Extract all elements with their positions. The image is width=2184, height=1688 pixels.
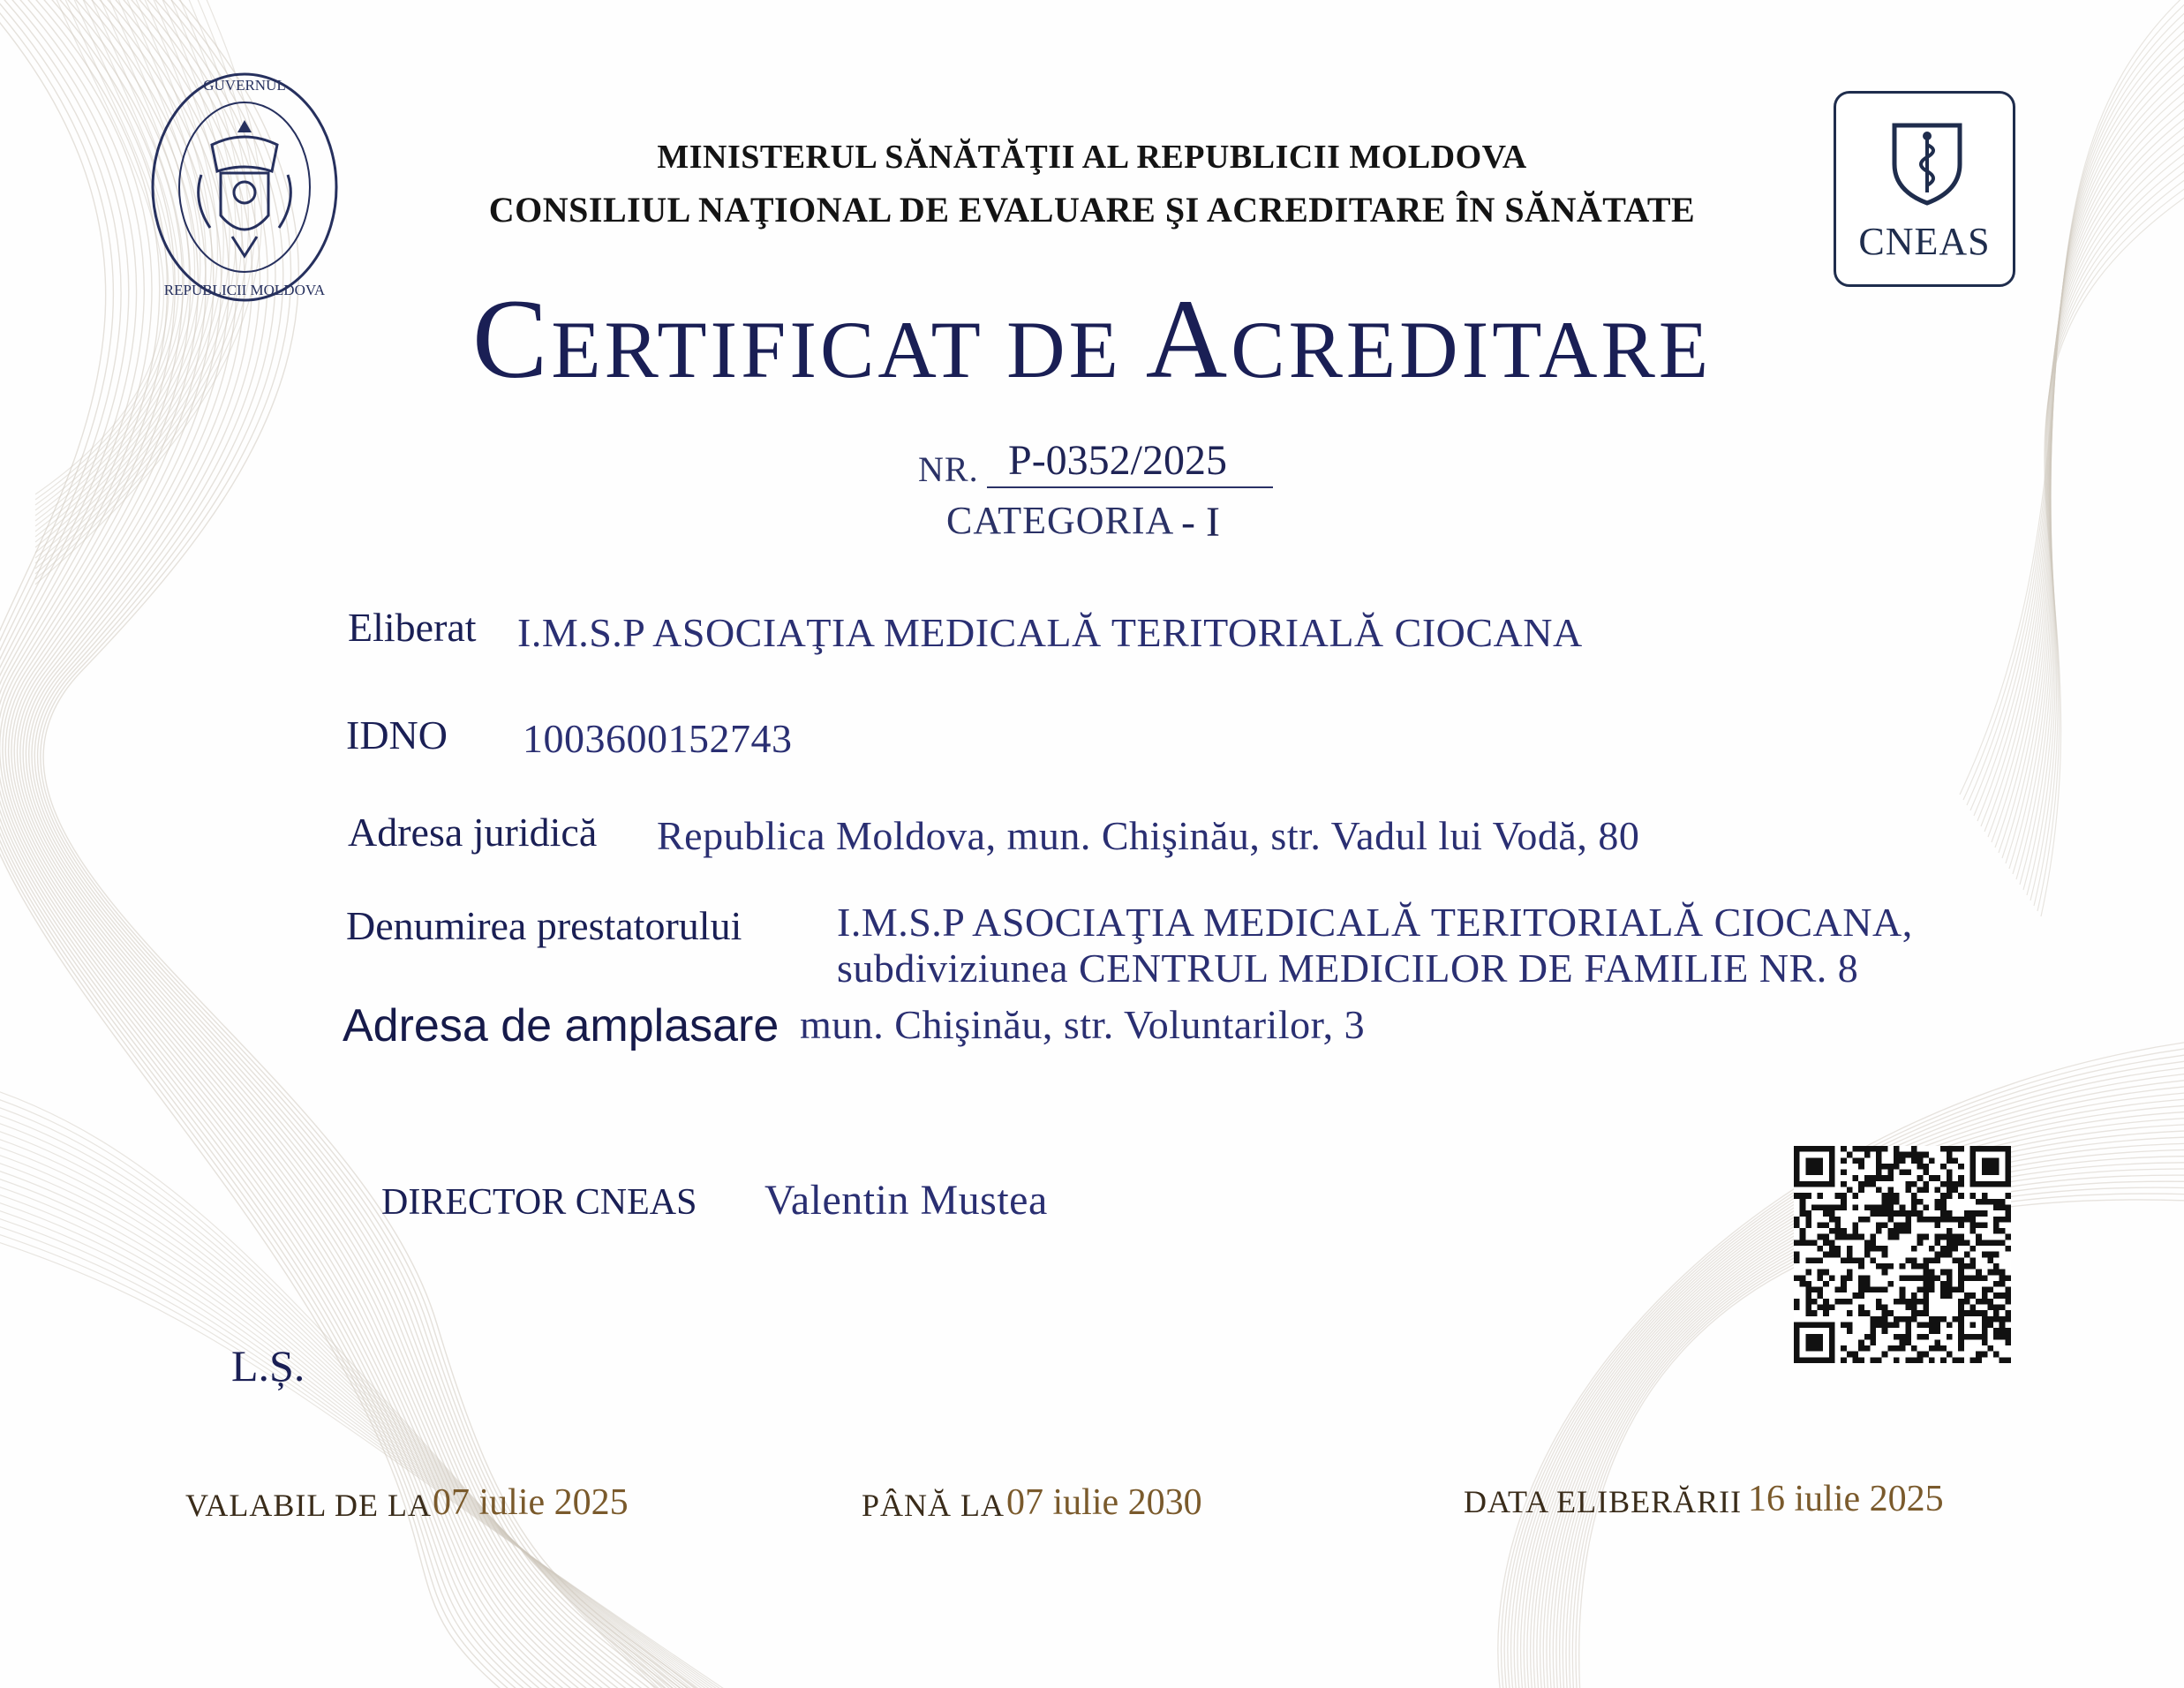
wave-line [0, 1229, 742, 1688]
coat-of-arms-icon [148, 69, 341, 305]
title-word-part-2: CREDITARE [1231, 305, 1713, 395]
title-initial-a: A [1145, 276, 1231, 402]
legal-address-value: Republica Moldova, mun. Chişinău, str. Vadul lui Vodă, 80 [657, 813, 1640, 858]
certificate-title [0, 276, 2184, 402]
qr-code-icon [1794, 1146, 2011, 1363]
wave-line [1498, 1042, 2184, 1688]
valid-to-date: 07 iulie 2030 [1006, 1482, 1202, 1523]
seal-ring-text-top: GUVERNUL [203, 77, 286, 94]
idno-label: IDNO [346, 712, 448, 757]
idno-value: 1003600152743 [523, 716, 793, 761]
eliberat-label: Eliberat [348, 605, 477, 650]
title-initial-c: C [471, 276, 552, 402]
stamp-place-mark: L.Ș. [231, 1341, 305, 1390]
title-word-part-1: ERTIFICAT DE [551, 305, 1146, 395]
valid-from-date: 07 iulie 2025 [433, 1482, 629, 1523]
ministry-heading: MINISTERUL SĂNĂTĂŢII AL REPUBLICII MOLDOVA [657, 139, 1527, 176]
wave-line [0, 1237, 747, 1688]
category-value: - I [1181, 499, 1220, 546]
director-label: DIRECTOR CNEAS [381, 1182, 697, 1223]
eliberat-value: I.M.S.P ASOCIAŢIA MEDICALĂ TERITORIALĂ CIOCANA [517, 610, 1583, 655]
wave-line [2013, 124, 2184, 874]
issue-date-label: DATA ELIBERĂRII [1464, 1484, 1743, 1519]
cneas-logo [1834, 91, 2015, 287]
seal-ring-text-bottom: REPUBLICII MOLDOVA [163, 282, 326, 298]
issue-date: 16 iulie 2025 [1748, 1479, 1944, 1519]
provider-name-line-2: subdiviziunea CENTRUL MEDICILOR DE FAMILIE NR. 8 [837, 946, 1859, 991]
provider-name-label: Denumirea prestatorului [346, 903, 742, 948]
cneas-logo-text: CNEAS [1858, 220, 1991, 263]
provider-name-line-1: I.M.S.P ASOCIAŢIA MEDICALĂ TERITORIALĂ CIOCANA, [837, 900, 1913, 945]
certificate-number: P-0352/2025 [987, 436, 1273, 488]
location-address-label: Adresa de amplasare [343, 1000, 779, 1051]
number-label: NR. [918, 449, 979, 489]
category-label: CATEGORIA [946, 499, 1175, 542]
director-name: Valentin Mustea [764, 1177, 1048, 1224]
caduceus-shield-icon [1887, 118, 1967, 207]
valid-to-label: PÂNĂ LA [862, 1488, 1005, 1523]
wave-line [1501, 1048, 2184, 1688]
valid-from-label: VALABIL DE LA [185, 1488, 432, 1523]
wave-line [0, 1213, 734, 1688]
wave-line [0, 1189, 723, 1688]
legal-address-label: Adresa juridică [348, 810, 598, 855]
location-address-value: mun. Chişinău, str. Voluntarilor, 3 [800, 1002, 1366, 1047]
council-heading: CONSILIUL NAŢIONAL DE EVALUARE ŞI ACREDITARE ÎN SĂNĂTATE [488, 190, 1696, 230]
wave-line [0, 1205, 731, 1688]
